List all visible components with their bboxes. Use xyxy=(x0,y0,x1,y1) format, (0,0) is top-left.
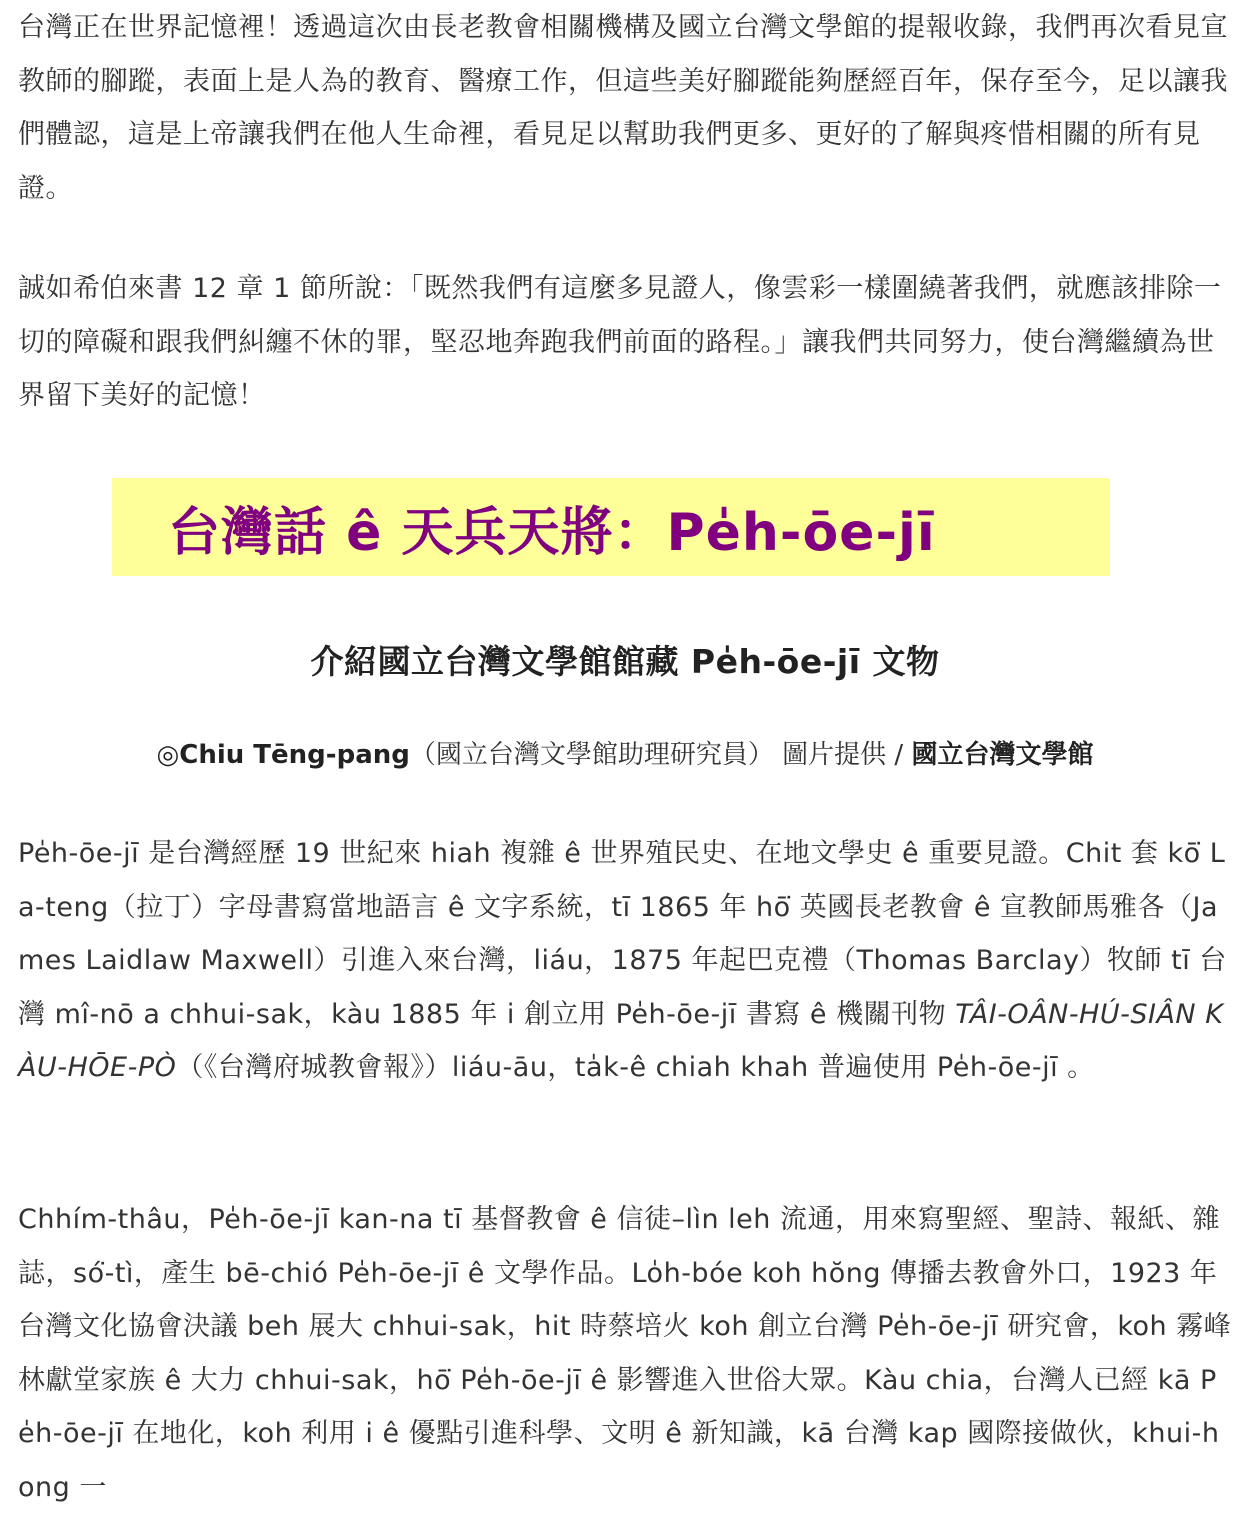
article-subtitle: 介紹國立台灣文學館館藏 Pe̍h-ōe-jī 文物 xyxy=(310,642,940,681)
byline-author: ◎Chiu Tēng-pang xyxy=(156,740,410,770)
banner-title: 台灣話 ê 天兵天將：Pe̍h-ōe-jī xyxy=(168,502,936,563)
history-text-end: （《台灣府城教會報》）liáu-āu，ta̍k-ê chiah khah 普遍使用 Pe̍h-ōe-jī 。 xyxy=(176,1052,1095,1083)
intro-paragraph: 台灣正在世界記憶裡！透過這次由長老教會相關機構及國立台灣文學館的提報收錄，我們再次看見宣教師的腳蹤，表面上是人為的教育、醫療工作，但這些美好腳蹤能夠歷經百年，保存至今，足以讓我們體認，這是上帝讓我們在他人生命裡，看見足以幫助我們更多、更好的了解與疼惜相關的所有見證。 xyxy=(18,12,1228,204)
byline-credit-org: 國立台灣文學館 xyxy=(911,740,1094,770)
byline-credit-label: 圖片提供 / xyxy=(773,740,912,770)
history-paragraph xyxy=(0,827,1250,1095)
periodical-title: TÂI-OÂN-HÚ-SIÂN KÀU-HŌE-PÒ xyxy=(18,998,1224,1083)
byline-role: （國立台灣文學館助理研究員） xyxy=(409,740,774,770)
scripture-paragraph: 誠如希伯來書 12 章 1 節所說：「既然我們有這麼多見證人，像雲彩一樣圍繞著我們，就應該排除一切的障礙和跟我們糾纏不休的罪，堅忍地奔跑我們前面的路程。」讓我們共同努力，使台灣繼續為世界留下美好的記憶！ xyxy=(18,273,1222,411)
history-text-start: Pe̍h-ōe-jī 是台灣經歷 19 世紀來 hiah 複雜 ê 世界殖民史、在地文學史 ê 重要見證。Chit 套 kō͘ La-teng（拉丁）字母書寫當地語言 ê 文字系統，tī 1865 年 hō͘ 英國長老教會 ê 宣教師馬雅各（James Laidlaw Maxwell）引進入來台灣，liáu，1875 年起巴克禮（Thomas Barclay）牧師 tī 台灣 mî-nō a chhui-sak，kàu 1885 年 i 創立用 Pe̍h-ōe-jī 書寫 ê 機關刊物 xyxy=(18,838,1227,1030)
byline xyxy=(0,734,1250,771)
spread-paragraph: Chhím-thâu，Pe̍h-ōe-jī kan-na tī 基督教會 ê 信徒–lìn leh 流通，用來寫聖經、聖詩、報紙、雜誌，só͘-tì，產生 bē-chió Pe̍h-ōe-jī ê 文學作品。Lo̍h-bóe koh hŏng 傳播去教會外口，1923 年台灣文化協會決議 beh 展大 chhui-sak，hit 時蔡培火 koh 創立台灣 Pe̍h-ōe-jī 研究會，koh 霧峰林獻堂家族 ê 大力 chhui-sak，hō͘ Pe̍h-ōe-jī ê 影響進入世俗大眾。Kàu chia，台灣人已經 kā Pe̍h-ōe-jī 在地化，koh 利用 i ê 優點引進科學、文明 ê 新知識，kā 台灣 kap 國際接做伙，khui-hong 一 xyxy=(18,1204,1232,1503)
title-banner xyxy=(112,478,1110,576)
